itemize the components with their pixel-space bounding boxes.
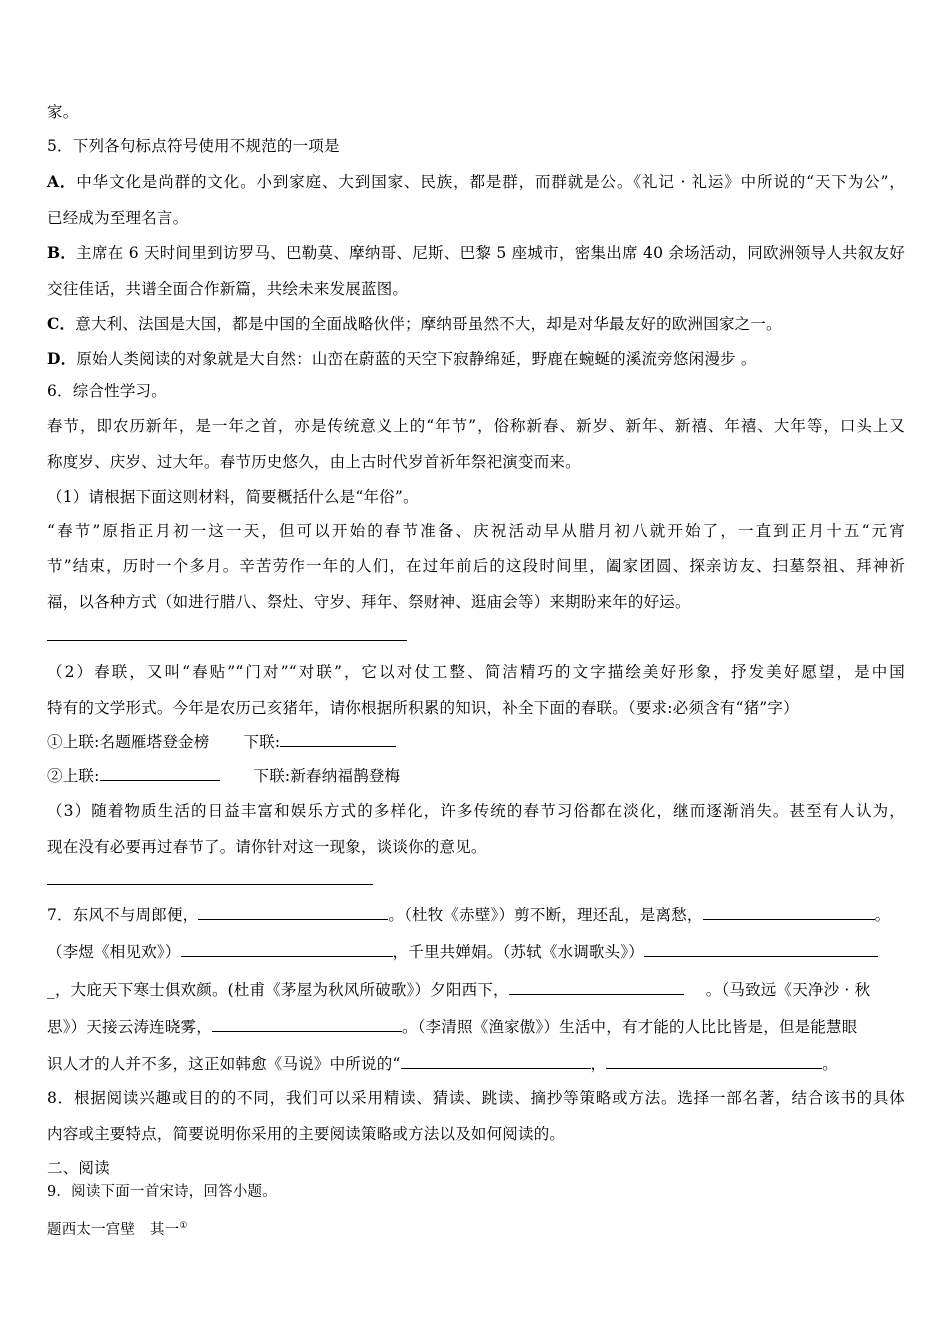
q7-line4-text-b: 。（李清照《渔家傲》）生活中，有才能的人比比皆是，但是能慧眼	[401, 1018, 858, 1036]
q5-option-b-line2: 交往佳话，共谱全面合作新篇，共绘未来发展蓝图。	[47, 280, 409, 298]
q7-line5	[47, 1054, 838, 1074]
q6-part1-material-line3: 福，以各种方式（如进行腊八、祭灶、守岁、拜年、祭财神、逛庙会等）来期盼来年的好运。	[47, 593, 691, 611]
q7-line4	[47, 1017, 857, 1037]
section-heading: 二、阅读	[47, 1159, 110, 1177]
poem-title-text: 题西太一宫壁 其一	[47, 1221, 180, 1238]
q5-option-b-line1	[47, 243, 905, 263]
q7-line1	[47, 905, 890, 925]
q8-line2: 内容或主要特点，简要说明你采用的主要阅读策略或方法以及如何阅读的。	[47, 1125, 566, 1143]
q8-line1: 8．根据阅读兴趣或目的的不同，我们可以采用精读、猜读、跳读、摘抄等策略或方法。选择一部名著，结合该书的具体	[47, 1089, 905, 1107]
q5-option-c	[47, 314, 782, 334]
couplet2-lower: 下联:新春纳福鹊登梅	[253, 767, 401, 785]
q7-line5-text-c: 。	[822, 1055, 838, 1073]
q7-blank-3[interactable]	[181, 942, 393, 957]
q5-option-d-label: D．	[47, 349, 77, 368]
couplet1-lower-label: 下联:	[243, 733, 281, 751]
q5-option-b-text: 主席在 6 天时间里到访罗马、巴勒莫、摩纳哥、尼斯、巴黎 5 座城市，密集出席 40 余场活动，同欧洲领导人共叙友好	[76, 244, 905, 262]
q5-option-a-text: 中华文化是尚群的文化。小到家庭、大到国家、民族，都是群，而群就是公。《礼记 · 礼运》中所说的“天下为公”，	[76, 173, 905, 191]
q6-part3-stem-line1: （3）随着物质生活的日益丰富和娱乐方式的多样化，许多传统的春节习俗都在淡化，继而逐渐消失。甚至有人认为，	[47, 802, 905, 820]
poem-footnote-mark: ①	[179, 1221, 188, 1231]
q6-intro-line2: 称度岁、庆岁、过大年。春节历史悠久，由上古时代岁首祈年祭祀演变而来。	[47, 453, 581, 471]
q5-option-d-text: 原始人类阅读的对象就是大自然：山峦在蔚蓝的天空下寂静绵延，野鹿在蜿蜒的溪流旁悠闲漫步 。	[76, 350, 757, 368]
couplet1-lower-blank[interactable]	[280, 732, 396, 747]
q6-part2-stem-line1: （2）春联，又叫“春贴”“门对”“对联”，它以对仗工整、简洁精巧的文字描绘美好形象，抒发美好愿望，是中国	[47, 663, 905, 681]
q7-line1-text-c: 。	[874, 906, 891, 924]
q6-stem: 6．综合性学习。	[47, 382, 167, 400]
q5-stem: 5．下列各句标点符号使用不规范的一项是	[47, 137, 340, 155]
q5-option-b-label: B．	[47, 243, 77, 262]
q6-couplet-2	[47, 766, 400, 786]
continued-text: 家。	[47, 103, 79, 121]
q7-line4-text-a: 思》）天接云涛连晓雾，	[47, 1018, 212, 1036]
q5-option-a-line1	[47, 172, 905, 192]
q6-couplet-1	[47, 732, 396, 752]
q7-line3-text-a: _，大庇天下寒士俱欢颜。(杜甫《茅屋为秋风所破歌》）夕阳西下，	[47, 981, 509, 999]
q7-blank-7[interactable]	[401, 1054, 591, 1069]
q7-blank-2[interactable]	[703, 905, 875, 920]
poem-title	[47, 1216, 188, 1240]
q7-line5-text-b: ，	[590, 1055, 607, 1073]
q7-blank-6[interactable]	[212, 1017, 402, 1032]
q7-blank-4[interactable]	[644, 942, 878, 957]
q6-part2-stem-line2: 特有的文学形式。今年是农历己亥猪年，请你根据所积累的知识，补全下面的春联。（要求:必须含有“猪”字）	[47, 699, 799, 717]
q6-part3-answer-line[interactable]	[47, 884, 373, 885]
q6-part1-answer-line[interactable]	[47, 640, 407, 641]
q5-option-d	[47, 349, 757, 369]
q7-line2	[47, 942, 878, 962]
couplet2-upper-blank[interactable]	[100, 766, 220, 781]
couplet1-upper: ①上联:名题雁塔登金榜	[47, 733, 210, 751]
q6-part3-stem-line2: 现在没有必要再过春节了。请你针对这一现象，谈谈你的意见。	[47, 838, 487, 856]
q7-line2-text-b: ，千里共婵娟。（苏轼《水调歌头》）	[392, 943, 644, 961]
q7-blank-8[interactable]	[606, 1054, 822, 1069]
q7-line1-text-a: 7．东风不与周郎便，	[47, 906, 199, 924]
q6-intro-line1: 春节，即农历新年，是一年之首，亦是传统意义上的“年节”，俗称新春、新岁、新年、新禧、年禧、大年等，口头上又	[47, 417, 905, 435]
q7-line2-text-a: （李煜《相见欢》）	[47, 943, 181, 961]
couplet2-upper-label: ②上联:	[47, 767, 100, 785]
q9-stem: 9．阅读下面一首宋诗，回答小题。	[47, 1184, 277, 1200]
q5-option-c-label: C．	[47, 314, 76, 333]
q5-option-a-line2: 已经成为至理名言。	[47, 209, 189, 227]
q7-blank-5[interactable]	[509, 980, 684, 995]
q6-part1-material-line1: “春节”原指正月初一这一天，但可以开始的春节准备、庆祝活动早从腊月初八就开始了，一直到正月十五“元宵	[47, 522, 905, 540]
q5-option-a-label: A．	[47, 172, 77, 191]
q7-blank-1[interactable]	[198, 905, 388, 920]
q5-option-c-text: 意大利、法国是大国，都是中国的全面战略伙伴；摩纳哥虽然不大，却是对华最友好的欧洲国家之一。	[75, 315, 782, 333]
q6-part1-material-line2: 节”结束，历时一个多月。辛苦劳作一年的人们，在过年前后的这段时间里，阖家团圆、探亲访友、扫墓祭祖、拜神祈	[47, 557, 905, 575]
q7-line1-text-b: 。（杜牧《赤壁》）剪不断，理还乱，是离愁，	[388, 906, 703, 924]
q7-line3-text-b: 。（马致远《天净沙 · 秋	[705, 981, 871, 999]
q7-line5-text-a: 识人才的人并不多，这正如韩愈《马说》中所说的“	[47, 1055, 401, 1073]
q6-part1-stem: （1）请根据下面这则材料，简要概括什么是“年俗”。	[47, 488, 419, 506]
q7-line3	[47, 980, 870, 1000]
